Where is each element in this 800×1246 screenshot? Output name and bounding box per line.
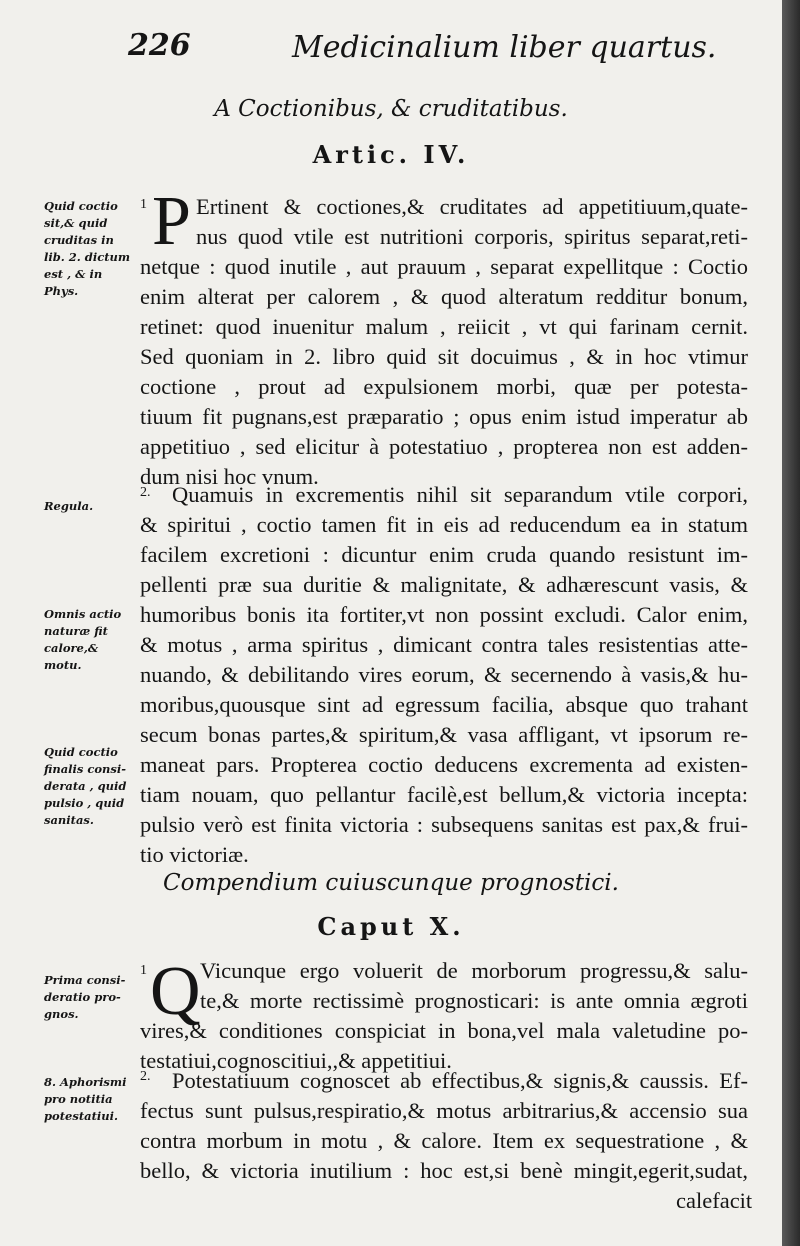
page-header [128,28,748,72]
text-line: tiuum fit pugnans,est præparatio ; opus enim istud imperatur ab [140,404,748,429]
text-line: tiam nouam, quo pellantur facilè,est bellum,& victoria incepta: [140,782,748,807]
text-line: & motus , arma spiritus , dimicant contra tales resistentias atte- [140,632,748,657]
text-line: dum nisi hoc vnum. [140,464,319,489]
paragraph-number: 2. [140,485,151,500]
margin-note-quid-coctio-finalis: Quid coctio finalis consi-derata , quid pulsio , quid sanitas. [44,745,127,827]
text-line: Vicunque ergo voluerit de morborum progressu,& salu- [200,958,748,983]
text-line: Sed quoniam in 2. libro quid sit docuimus , & in hoc vtimur [140,344,748,369]
catchword: calefacit [676,1188,753,1213]
margin-note-aphorismi: 8. Aphorismi pro notitia potestatiui. [44,1075,127,1123]
text-line: pulsio verò est finita victoria : subsequens sanitas est pax,& frui- [140,812,748,837]
running-title: Medicinalium liber quartus. [292,30,717,65]
margin-note-prima-consideratio: Prima consi-deratio pro-gnos. [44,973,126,1021]
paragraph-number: 2. [140,1069,151,1084]
text-line: testatiui,cognoscitiui,,& appetitiui. [140,1048,452,1073]
text-line: humoribus bonis ita fortiter,vt non possint excludi. Calor enim, [140,602,748,627]
paragraph-number: 1 [140,197,147,212]
drop-cap: P [152,183,191,260]
chapter-subtitle: Compendium cuiuscunque prognostici. [163,870,619,896]
text-line: tio victoriæ. [140,842,249,867]
text-line: coctione , prout ad expulsionem morbi, quæ per potesta- [140,374,748,399]
text-line: fectus sunt pulsus,respiratio,& motus arbitrarius,& accensio sua [140,1098,748,1123]
article-title: Artic. IV. [312,140,470,169]
text-line: pellenti præ sua duritie & malignitate, & adhærescunt vasis, & [140,572,748,597]
margin-note-regula: Regula. [44,499,94,513]
text-line: nuando, & debilitando vires eorum, & secernendo à vasis,& hu- [140,662,748,687]
page-number: 226 [128,28,191,63]
text-line: contra morbum in motu , & calore. Item ex sequestratione , & [140,1128,748,1153]
text-line: nus quod vtile est nutritioni corporis, spiritus separat,reti- [196,224,748,249]
chapter-title: Caput X. [317,912,465,941]
text-line: netque : quod inutile , aut prauum , separat expellitque : Coctio [140,254,748,279]
drop-cap: Q [150,953,201,1030]
text-line: Potestatiuum cognoscet ab effectibus,& signis,& caussis. Ef- [172,1068,748,1093]
text-line: Ertinent & coctiones,& cruditates ad appetitiuum,quate- [196,194,748,219]
text-line: maneat pars. Propterea coctio deducens excrementa ad existen- [140,752,748,777]
book-gutter [782,0,800,1246]
article-subtitle: A Coctionibus, & cruditatibus. [214,96,568,122]
text-line: vires,& conditiones conspiciat in bona,vel mala valetudine po- [140,1018,748,1043]
margin-note-quid-coctio: Quid coctio sit,& quid cruditas in lib. 2. dictum est , & in Phys. [44,199,131,298]
text-line: te,& morte rectissimè prognosticari: is ante omnia ægroti [200,988,748,1013]
text-line: secum bonas partes,& spiritum,& vasa affligant, vt ipsorum re- [140,722,748,747]
text-line: retinet: quod inuenitur malum , reiicit , vt qui farinam cernit. [140,314,748,339]
text-line: Quamuis in excrementis nihil sit separandum vtile corpori, [172,482,748,507]
text-line: appetitiuo , sed elicitur à potestatiuo , propterea non est adden- [140,434,748,459]
text-line: bello, & victoria inutilium : hoc est,si benè mingit,egerit,sudat, [140,1158,748,1183]
margin-note-omnis-actio: Omnis actio naturæ fit calore,& motu. [44,607,122,672]
text-line: facilem excretioni : dicuntur enim cruda quando resistunt im- [140,542,748,567]
text-line: moribus,quousque sint ad egressum facilia, absque quo trahant [140,692,748,717]
text-line: enim alterat per calorem , & quod alteratum redditur bonum, [140,284,748,309]
paragraph-number: 1 [140,963,147,978]
text-line: & spiritui , coctio tamen fit in eis ad reducendum ea in statum [140,512,748,537]
